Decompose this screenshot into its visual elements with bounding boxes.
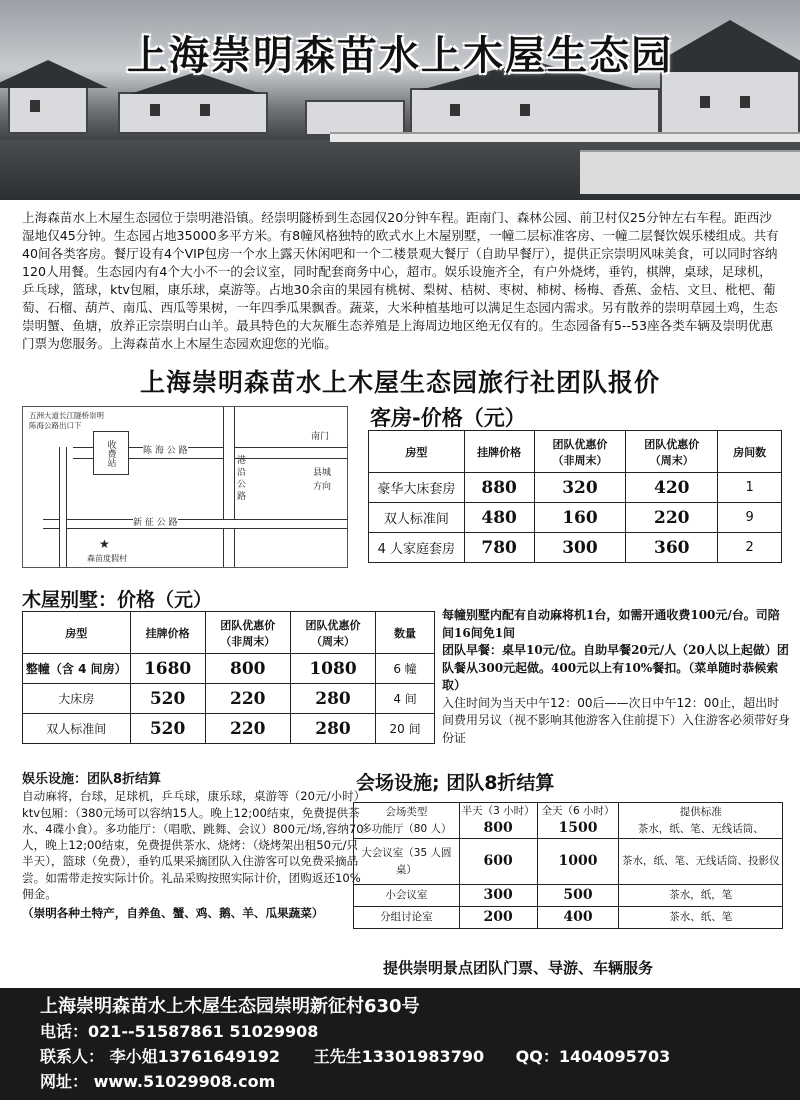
cell-half: 600 — [459, 839, 537, 885]
cell-weekend: 220 — [626, 503, 718, 533]
cell-type: 豪华大床套房 — [369, 473, 465, 503]
road-side — [59, 447, 67, 567]
cell-std: 茶水，纸，笔 — [619, 885, 783, 907]
header-photo — [0, 0, 800, 200]
villa-house — [410, 88, 660, 138]
cell-weekday: 220 — [205, 684, 290, 714]
section-title-quote: 上海崇明森苗水上木屋生态园旅行社团队报价 — [139, 368, 660, 397]
road-gangyan — [223, 407, 235, 567]
cell-weekend: 280 — [290, 684, 375, 714]
villa-notes — [442, 607, 790, 747]
table-row — [23, 654, 435, 684]
window — [200, 104, 210, 116]
cell-count: 2 — [718, 533, 782, 563]
cell-half: 半天（3 小时） 800 — [459, 803, 537, 839]
entertainment-specialty: （崇明各种土特产，自养鱼、蟹、鸡、鹅、羊、瓜果蔬菜） — [22, 906, 324, 921]
entertainment-title: 娱乐设施：团队8折结算 — [22, 772, 162, 787]
window — [740, 96, 750, 108]
cell-type: 大会议室（35 人圆桌） — [354, 839, 460, 885]
col-header: 房型 — [369, 431, 465, 473]
col-header: 团队优惠价 （非周末） — [205, 612, 290, 654]
cell-type: 会场类型 多功能厅（80 人） — [354, 803, 460, 839]
map-label-village: 森苗度假村 — [87, 554, 127, 563]
cell-std: 茶水、纸、笔 — [619, 907, 783, 929]
cell-weekday: 160 — [534, 503, 626, 533]
table-row — [369, 503, 782, 533]
map-label-exit: 五洲大道长江隧桥崇明陈海公路出口下 — [29, 411, 104, 430]
villa-house — [8, 86, 88, 134]
footer — [0, 988, 800, 1100]
road-xinzheng — [43, 519, 347, 529]
cell-full: 全天（6 小时） 1500 — [537, 803, 619, 839]
cell-weekend: 1080 — [290, 654, 375, 684]
villa-house — [118, 92, 268, 134]
map-label-south: 南门 — [311, 432, 330, 442]
col-header: 团队优惠价 （周末） — [626, 431, 718, 473]
venue-price-table — [353, 802, 783, 929]
table-row — [369, 473, 782, 503]
map-label-xinzheng: 新 征 公 路 — [133, 515, 178, 528]
window — [30, 100, 40, 112]
villa-note-mahjong: 每幢别墅内配有自动麻将机1台，如需开通收费100元/台。司陪间16间免1间 — [442, 608, 780, 640]
cell-type: 大床房 — [23, 684, 131, 714]
cell-half: 300 — [459, 885, 537, 907]
cell-weekday: 320 — [534, 473, 626, 503]
cell-count: 6 幢 — [376, 654, 435, 684]
rooms-title: 客房-价格（元） — [370, 406, 526, 430]
cell-weekday: 800 — [205, 654, 290, 684]
map-label-chenhai: 陈 海 公 路 — [143, 443, 188, 456]
table-row — [354, 803, 783, 839]
cell-type: 分组讨论室 — [354, 907, 460, 929]
footer-address: 上海崇明森苗水上木屋生态园崇明新征村630号 — [40, 996, 420, 1017]
boardwalk — [330, 132, 800, 142]
cell-weekend: 360 — [626, 533, 718, 563]
cell-std: 提供标准 茶水，纸、笔、无线话筒、 — [619, 803, 783, 839]
cell-full: 1000 — [537, 839, 619, 885]
cell-list: 780 — [464, 533, 534, 563]
intro-paragraph: 上海森苗水上木屋生态园位于崇明港沿镇。经崇明隧桥到生态园仅20分钟车程。距南门、森林公园、前卫村仅25分钟左右车程。距西沙湿地仅45分钟。生态园占地35000多平方米。有8幢风格独特的欧式水上木屋别墅，一幢二层标准客房、一幢二层餐饮娱乐楼组成。共有40间各类客房。餐厅设有4个VIP包房一个水上露天休闲吧和一个二楼景观大餐厅（自助早餐厅），提供正宗崇明风味美食，可以同时容纳120人用餐。生态园内有4个大小不一的会议室，同时配套商务中心，超市。娱乐设施齐全，有户外烧烤，垂钓，棋牌，桌球，足球机，乒乓球，篮球，ktv包厢，康乐球，桌游等。占地30余亩的果园有桃树、梨树、桔树、枣树、柿树、杨梅、香蕉、金桔、文旦、枇杷、葡萄、石榴、葫芦、南瓜、西瓜等果树，一年四季瓜果飘香。蔬菜，大米种植基地可以满足生态园内需求。另有散养的崇明草园土鸡，生态崇明蟹、鱼塘，放养正宗崇明白山羊。最具特色的大灰雁生态养殖是上海周边地区绝无仅有的。生态园备有5--53座各类车辆及崇明优惠门票为您服务。上海森苗水上木屋生态园欢迎您的光临。 — [22, 210, 779, 351]
footer-contact-2: 王先生13301983790 — [313, 1047, 485, 1066]
cell-full: 400 — [537, 907, 619, 929]
deck-platform — [580, 150, 800, 194]
table-row — [23, 714, 435, 744]
table-row — [354, 907, 783, 929]
cell-count: 9 — [718, 503, 782, 533]
villa-house — [305, 100, 405, 136]
villas-title: 木屋别墅：价格（元） — [22, 589, 213, 611]
cell-type: 小会议室 — [354, 885, 460, 907]
table-row — [369, 533, 782, 563]
footer-qq: QQ：1404095703 — [515, 1047, 671, 1066]
cell-list: 1680 — [130, 654, 205, 684]
window — [700, 96, 710, 108]
window — [150, 104, 160, 116]
cell-count: 1 — [718, 473, 782, 503]
cell-type: 4 人家庭套房 — [369, 533, 465, 563]
villa-note-checkin: 入住时间为当天中午12：00后——次日中午12：00止，超出时间费用另议（视不影响其他游客入住前提下）入住游客必须带好身份证 — [442, 695, 791, 745]
cell-weekday: 300 — [534, 533, 626, 563]
cell-list: 520 — [130, 684, 205, 714]
cell-type: 双人标准间 — [369, 503, 465, 533]
cell-weekend: 420 — [626, 473, 718, 503]
rooms-price-table — [368, 430, 782, 563]
col-header: 挂牌价格 — [464, 431, 534, 473]
col-header: 挂牌价格 — [130, 612, 205, 654]
cell-std: 茶水，纸、笔、无线话筒、投影仪 — [619, 839, 783, 885]
window — [520, 104, 530, 116]
col-header: 数量 — [376, 612, 435, 654]
star-icon: ★ — [99, 537, 110, 551]
footer-web: 网址： www.51029908.com — [40, 1072, 276, 1091]
col-header: 房型 — [23, 612, 131, 654]
cell-list: 480 — [464, 503, 534, 533]
cell-type: 整幢（含 4 间房） — [23, 654, 131, 684]
page-title: 上海崇明森苗水上木屋生态园 — [127, 33, 673, 79]
map-label-gangyan: 港 沿 公 路 — [237, 456, 247, 502]
services-line: 提供崇明景点团队门票、导游、车辆服务 — [383, 959, 654, 977]
entertainment-body: 自动麻将，台球，足球机，乒乓球，康乐球，桌游等（20元/小时）ktv包厢：（380元场可以容纳15人。晚上12;00结束，免费提供茶水、4碟小食）。多功能厅：（唱歌、跳舞、会议）800元/场,容纳70人，晚上12;00结束，免费提供茶水、烧烤：（烧烤架出租50元/只半天），篮球（免费），垂钓瓜果采摘团队入住游客可以免费采摘品尝。如需带走按实际计价。礼品采购按照实际计价，团购返还10%佣金。 — [22, 789, 366, 902]
cell-list: 520 — [130, 714, 205, 744]
cell-type: 双人标准间 — [23, 714, 131, 744]
cell-count: 20 间 — [376, 714, 435, 744]
map-label-dir2: 方向 — [313, 482, 332, 492]
footer-contact-1: 联系人： 李小姐13761649192 — [40, 1047, 281, 1066]
table-row — [354, 885, 783, 907]
entertainment-section — [22, 772, 367, 922]
col-header: 团队优惠价 （非周末） — [534, 431, 626, 473]
cell-list: 880 — [464, 473, 534, 503]
table-row — [354, 839, 783, 885]
cell-full: 500 — [537, 885, 619, 907]
cell-weekend: 280 — [290, 714, 375, 744]
footer-phone: 电话：021--51587861 51029908 — [40, 1022, 319, 1041]
map-label-dir: 县城 — [313, 468, 332, 478]
villas-price-table — [22, 611, 435, 744]
cell-half: 200 — [459, 907, 537, 929]
col-header: 团队优惠价 （周末） — [290, 612, 375, 654]
window — [450, 104, 460, 116]
villa-note-meals: 团队早餐：桌早10元/位。自助早餐20元/人（20人以上起做）团队餐从300元起做。400元以上有10%餐扣。（菜单随时恭候索取） — [442, 643, 789, 692]
cell-weekday: 220 — [205, 714, 290, 744]
map-toll-station: 收费站 — [93, 431, 129, 475]
table-row — [23, 684, 435, 714]
footer-contacts — [40, 1044, 760, 1069]
col-header: 房间数 — [718, 431, 782, 473]
venue-title: 会场设施; 团队8折结算 — [356, 772, 555, 794]
location-map — [22, 406, 348, 568]
cell-count: 4 间 — [376, 684, 435, 714]
